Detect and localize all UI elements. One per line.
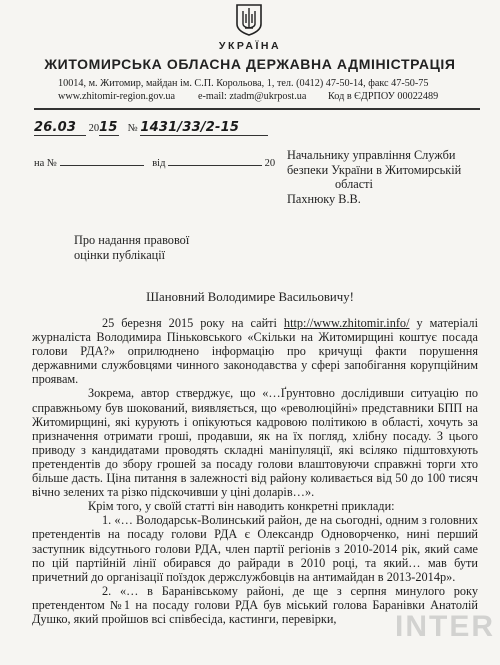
year-end: 20 <box>264 158 276 169</box>
subject-block <box>74 233 189 262</box>
paragraph-text: у матеріалі журналіста Володимира Піньковського «Скільки на Житомирщині коштує посада голови РДА?» оприлюднено інформацію про кричущі факти порушення державними службовцями чинного законодавства у сфері запобігання корупційним проявам. <box>32 316 478 387</box>
watermark-logo: INTER <box>395 610 495 643</box>
letter-body <box>32 316 478 626</box>
body-paragraph: 2. «… в Баранівському районі, де ще з серпня минулого року претендентом №1 на посаду голови РДА був міський голова Баранівки Анатолій Душко, який пройшов всі співбесіда, кастинги, перевірки, <box>32 583 478 626</box>
addressee-line: Начальнику управління Служби <box>287 148 456 162</box>
body-paragraph: Зокрема, автор стверджує, що «…Ґрунтовно дослідивши ситуацію по справжньому був шокований, виявляється, що «революційні» представники БПП на Житомирщині, які курують і опікуються кадровою політикою в області, хочуть за призначення отримати гроші, продавши, як на їх погляд, хлібну посаду. З цього приводу з кандидатами проводять складні маніпуляції, які всіляко підштовхують претендентів до збору грошей за посаду голови влаштовуючи справжні торги хто більше дасть. Ціна питання в залежності від району коливається від 50 до 100 тисяч вічно зелених та різко підскочивши у ціні доларів…». <box>32 386 478 500</box>
addressee-block <box>287 148 487 206</box>
handwritten-date: 26.03 <box>34 120 86 136</box>
salutation: Шановний Володимире Васильовичу! <box>146 290 354 304</box>
paragraph-text: 25 березня 2015 року на сайті <box>102 316 284 330</box>
email-text: e-mail: ztadm@ukrpost.ua <box>198 91 307 102</box>
website-link[interactable]: www.zhitomir-region.gov.ua <box>58 91 176 102</box>
year-suffix: 15 <box>99 120 118 135</box>
on-number-label: на № <box>34 158 57 169</box>
from-label: від <box>152 158 166 169</box>
source-link[interactable]: http://www.zhitomir.info/ <box>283 316 410 330</box>
letterhead-divider <box>34 108 480 110</box>
incoming-reference <box>34 154 275 169</box>
addressee-line: безпеки України в Житомирській <box>287 162 462 177</box>
body-paragraph: Крім того, у своїй статті він наводить конкретні приклади: <box>88 499 395 514</box>
trident-emblem-icon <box>232 2 266 36</box>
outgoing-reference <box>34 120 268 136</box>
from-date-blank <box>168 154 262 166</box>
addressee-line: Пахнюку В.В. <box>287 191 361 206</box>
number-label: № <box>127 123 138 134</box>
subject-line: оцінки публікації <box>74 247 166 262</box>
year-prefix: 20 <box>88 123 100 134</box>
country-name: УКРАЇНА <box>218 40 282 52</box>
body-paragraph <box>32 316 478 386</box>
organization-name: ЖИТОМИРСЬКА ОБЛАСНА ДЕРЖАВНА АДМІНІСТРАЦІЯ <box>44 56 456 72</box>
body-paragraph: 1. «… Володарськ-Волинський район, де на сьогодні, одним з головних претендентів на посаду голови РДА є Олександр Одноворченко, нині перший заступник відсутнього голови РДА, член партії регіонів з 2010-2014 рік, який саме по цій партійній лінії обирався до райради в 2010 році, та який… мав бути причетний до організації поїздок держслужбовців на антимайдан в 2013-2014р». <box>32 513 478 584</box>
handwritten-number: 1431/33/2-15 <box>140 120 268 136</box>
subject-line: Про надання правової <box>74 233 190 247</box>
addressee-line: області <box>335 177 373 191</box>
edrpou-code: Код в ЄДРПОУ 00022489 <box>328 91 439 102</box>
on-number-blank <box>60 154 144 166</box>
address-line: 10014, м. Житомир, майдан ім. С.П. Корольова, 1, тел. (0412) 47-50-14, факс 47-50-75 <box>58 78 429 89</box>
